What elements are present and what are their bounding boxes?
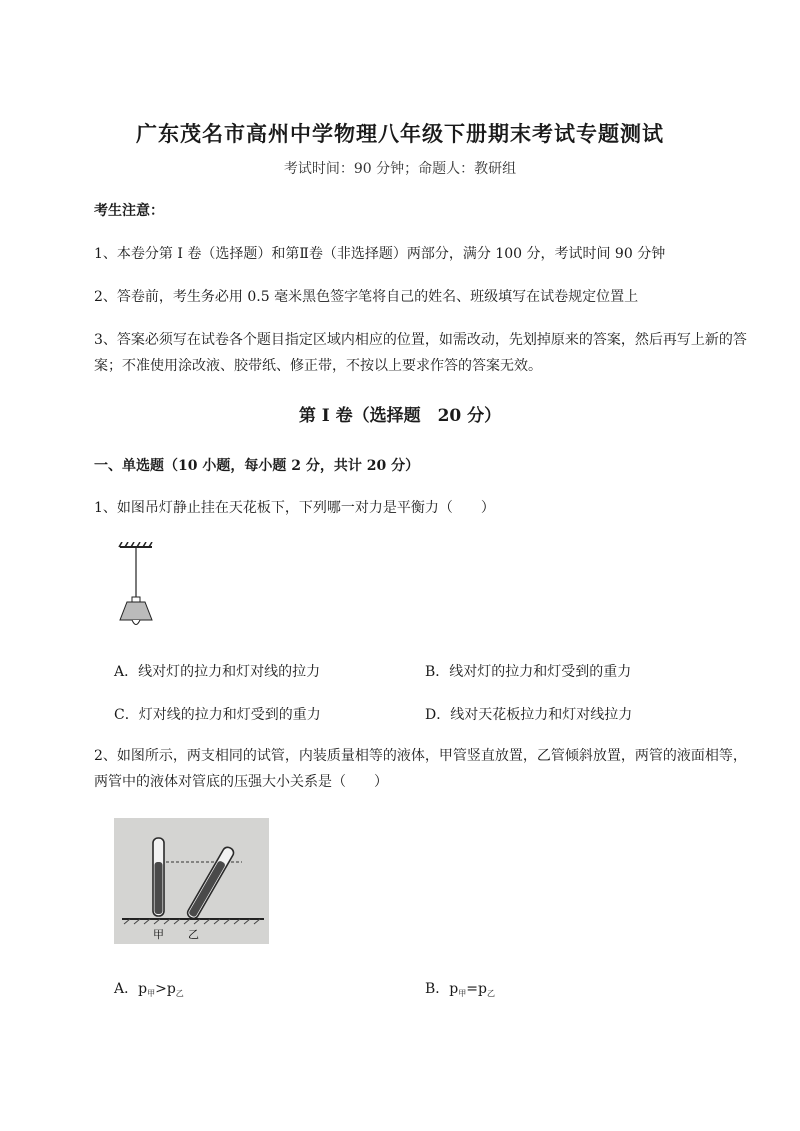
q2-option-a-sub1: 甲 — [147, 989, 156, 998]
test-tube-photo — [114, 818, 269, 944]
liquid-yi — [188, 860, 226, 918]
label-yi: 乙 — [188, 928, 199, 941]
question-2-stem: 2、如图所示，两支相同的试管，内装质量相等的液体，甲管竖直放置，乙管倾斜放置，两管的液面相等，两管中的液体对管底的压强大小关系是（ ） — [94, 748, 747, 790]
q2-option-b-sub1: 甲 — [458, 989, 467, 998]
q1-option-d: D．线对天花板拉力和灯对线拉力 — [425, 707, 633, 723]
notice-heading: 考生注意： — [94, 203, 164, 219]
q2-option-b-p1: p — [449, 981, 459, 997]
exam-info: 考试时间：90 分钟；命题人：教研组 — [283, 161, 517, 177]
label-jia: 甲 — [153, 928, 164, 941]
q2-option-b-sub2: 乙 — [486, 989, 495, 998]
part-heading: 一、单选题（10 小题，每小题 2 分，共计 20 分） — [94, 458, 420, 474]
q1-option-a: A．线对灯的拉力和灯对线的拉力 — [114, 664, 321, 680]
q2-option-a-sub2: 乙 — [175, 989, 184, 998]
liquid-jia — [155, 862, 163, 914]
page-title: 广东茂名市高州中学物理八年级下册期末考试专题测试 — [136, 121, 664, 146]
q2-option-a-operator: > — [155, 981, 167, 997]
q2-option-b-operator: = — [466, 981, 478, 997]
lamp-shade — [120, 602, 152, 620]
q2-option-a — [114, 978, 184, 999]
section-heading: 第 I 卷（选择题 20 分） — [298, 406, 502, 426]
q2-option-a-p1: p — [138, 981, 148, 997]
q2-option-b-p2: p — [478, 981, 487, 997]
ceiling-hatch — [119, 542, 152, 547]
question-1-stem: 1、如图吊灯静止挂在天花板下，下列哪一对力是平衡力（ ） — [94, 500, 495, 516]
lamp-bulb — [132, 620, 140, 625]
test-tubes-drawing — [114, 818, 269, 944]
q2-option-a-prefix: A． — [114, 981, 139, 997]
q2-option-b — [425, 978, 495, 999]
q1-option-c: C．灯对线的拉力和灯受到的重力 — [114, 707, 321, 723]
q1-option-b: B．线对灯的拉力和灯受到的重力 — [425, 664, 632, 680]
notice-item-2: 2、答卷前，考生务必用 0.5 毫米黑色签字笔将自己的姓名、班级填写在试卷规定位置上 — [94, 289, 639, 305]
notice-item-1: 1、本卷分第 I 卷（选择题）和第Ⅱ卷（非选择题）两部分，满分 100 分，考试时间 90 分钟 — [94, 246, 666, 262]
lamp-cap — [132, 597, 140, 602]
hanging-lamp-figure — [112, 542, 162, 634]
q2-option-a-p2: p — [166, 981, 176, 997]
notice-item-3: 3、答案必须写在试卷各个题目指定区域内相应的位置，如需改动，先划掉原来的答案，然后再写上新的答案；不准使用涂改液、胶带纸、修正带，不按以上要求作答的答案无效。 — [94, 332, 747, 374]
q2-option-b-prefix: B． — [425, 981, 450, 997]
